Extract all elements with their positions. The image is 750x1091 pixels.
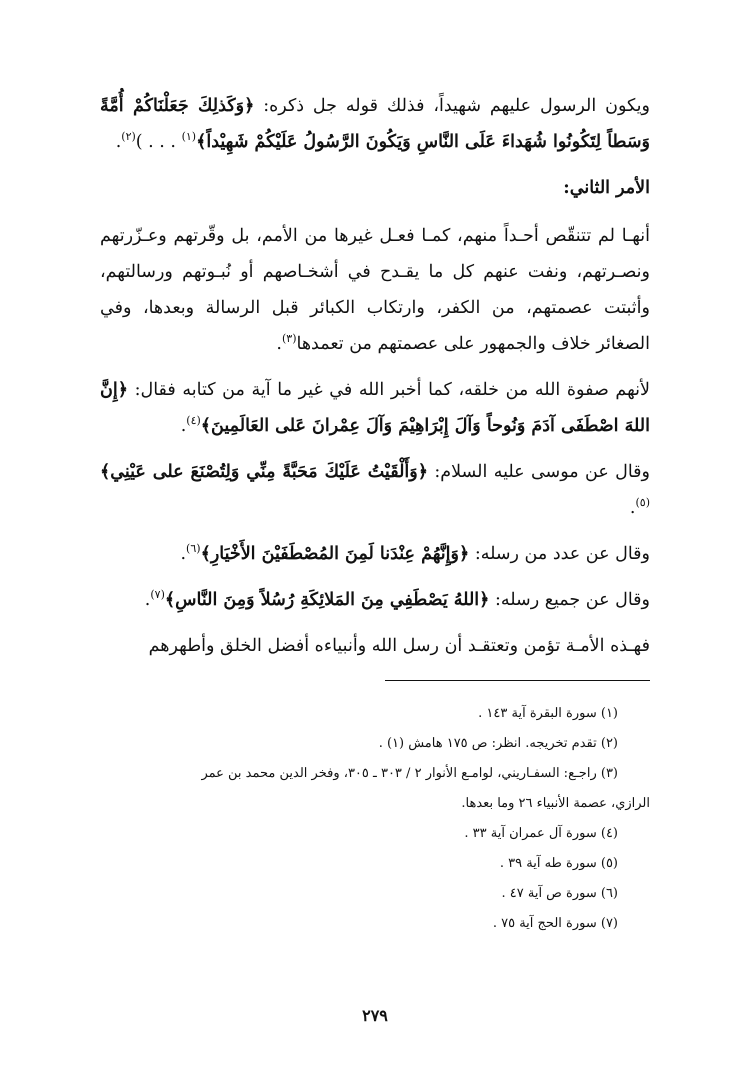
quran-verse: ﴿وَأَلْقَيْتُ عَلَيْكَ مَحَبَّةً مِنِّي وَلِتُصْنَعَ على عَيْنِي﴾ <box>100 462 428 482</box>
footnote-divider <box>385 680 650 681</box>
footnotes <box>100 699 650 939</box>
footnote-item: (١) سورة البقرة آية ١٤٣ . <box>478 706 618 721</box>
footnote-item: (٦) سورة ص آية ٤٧ . <box>501 886 618 901</box>
footnote-ref: (٤) <box>186 414 201 428</box>
body-text: لأنهم صفوة الله من خلقه، كما أخبر الله في غير ما آية من كتابه فقال: <box>127 380 650 400</box>
page-number: ٢٧٩ <box>362 1006 388 1025</box>
body-text: وقال عن عدد من رسله: <box>469 544 650 564</box>
footnote-ref: (٢) <box>121 130 136 144</box>
paragraph-1 <box>100 88 650 160</box>
footnote-ref: (١) <box>181 130 197 144</box>
paragraph-3 <box>100 372 650 444</box>
body-text: ويكون الرسول عليهم شهيداً، فذلك قوله جل ذكره: <box>254 96 650 116</box>
paragraph-2 <box>100 218 650 362</box>
section-heading: الأمر الثاني: <box>563 178 650 198</box>
body-text: . <box>115 132 122 152</box>
quran-verse: ﴿إِنَّ اللهَ اصْطَفَى آدَمَ وَنُوحاً وَآلَ إِبْرَاهِيْمَ وَآلَ عِمْرانَ عَلى العَالَمِينَ﴾ <box>100 380 650 436</box>
paragraph-5 <box>100 536 650 572</box>
quran-verse: ﴿اللهُ يَصْطَفِي مِنَ المَلائِكَةِ رُسُلاً وَمِنَ النَّاسِ﴾ <box>164 590 490 610</box>
quran-verse: ﴿وَكَذلِكَ جَعَلْنَاكُمْ أُمَّةً وَسَطاً لِتَكُونُوا شُهَداءَ عَلَى النَّاسِ وَيَكُونَ الرَّسُولُ عَلَيْكُمْ شَهِيْداً﴾ <box>100 96 650 152</box>
paragraph-6 <box>100 582 650 618</box>
body-text: . <box>180 416 187 436</box>
footnote-ref: (٥) <box>635 496 650 510</box>
footnote-item-continuation: الرازي، عصمة الأنبياء ٢٦ وما بعدها. <box>461 796 650 811</box>
body-text: أنهـا لم تتنقّص أحـداً منهم، كمـا فعـل غيرها من الأمم، بل وقّرتهم وعـزّرتهم ونصـرتهم، ونفت عنهم كل ما يقـدح في أشخـاصهم أو نُبـوتهم ورسالتهم، وأثبتت عصمتهم، من الكفر، وارتكاب الكبائر قبل الرسالة وبعدها، وفي الصغائر خلاف والجمهور على عصمتهم من تعمدها <box>100 226 650 354</box>
body-text: . <box>276 334 282 354</box>
footnote-item: (٢) تقدم تخريجه. انظر: ص ١٧٥ هامش (١) . <box>378 736 618 751</box>
body-text: . <box>180 544 187 564</box>
body-text: وقال عن جميع رسله: <box>489 590 650 610</box>
body-text: . <box>144 590 151 610</box>
paragraph-7: فهـذه الأمـة تؤمن وتعتقـد أن رسل الله وأنبياءه أفضل الخلق وأطهرهم <box>148 636 650 656</box>
footnote-item: (٤) سورة آل عمران آية ٣٣ . <box>464 826 618 841</box>
body-text: وقال عن موسى عليه السلام: <box>427 462 650 482</box>
footnote-ref: (٦) <box>186 542 201 556</box>
body-text: . . . ) <box>135 132 182 152</box>
body-text: . <box>629 498 636 518</box>
footnote-ref: (٧) <box>150 588 165 602</box>
footnote-item: (٥) سورة طه آية ٣٩ . <box>499 856 618 871</box>
footnote-item: (٧) سورة الحج آية ٧٥ . <box>492 916 618 931</box>
paragraph-4 <box>100 454 650 526</box>
footnote-ref: (٣) <box>281 332 297 346</box>
quran-verse: ﴿وَإِنَّهُمْ عِنْدَنا لَمِنَ المُصْطَفَيْنَ الأَخْيَارِ﴾ <box>200 544 470 564</box>
footnote-item: (٣) راجـع: السفـاريني، لوامـع الأنوار ٢ / ٣٠٣ ـ ٣٠٥، وفخر الدين محمد بن عمر <box>201 766 618 781</box>
